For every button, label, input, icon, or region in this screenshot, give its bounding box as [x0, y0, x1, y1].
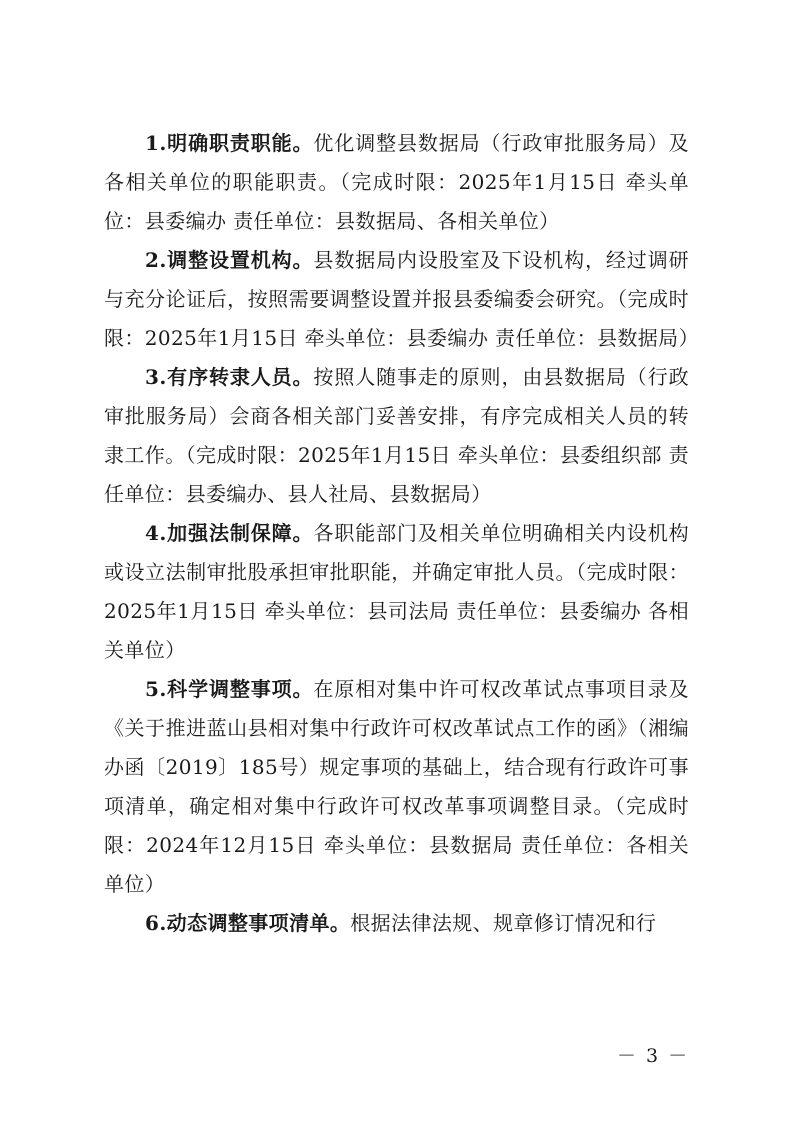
paragraph-text: 根据法律法规、规章修订情况和行	[350, 911, 657, 935]
paragraph-6	[104, 904, 689, 943]
paragraph-text: 各职能部门及相关单位明确相关内设机构或设立法制审批股承担审批职能，并确定审批人员。（完成时限：2025年1月15日 牵头单位：县司法局 责任单位：县委编办 各相关单位）	[104, 521, 689, 662]
page-number: － 3 －	[617, 1045, 690, 1067]
paragraph-text: 在原相对集中许可权改革试点事项目录及《关于推进蓝山县相对集中行政许可权改革试点工作的函》（湘编办函〔2019〕185号）规定事项的基础上，结合现有行政许可事项清单，确定相对集中行政许可权改革事项调整目录。（完成时限：2024年12月15日 牵头单位：县数据局 责任单位：各相关单位）	[104, 677, 689, 896]
document-body	[104, 124, 699, 943]
paragraph-text: 优化调整县数据局（行政审批服务局）及各相关单位的职能职责。（完成时限：2025年1月15日 牵头单位：县委编办 责任单位：县数据局、各相关单位）	[104, 131, 689, 233]
paragraph-heading: 3.有序转隶人员。	[145, 365, 314, 389]
paragraph-text: 按照人随事走的原则，由县数据局（行政审批服务局）会商各相关部门妥善安排，有序完成相关人员的转隶工作。（完成时限：2025年1月15日 牵头单位：县委组织部 责任单位：县委编办、县人社局、县数据局）	[104, 365, 689, 506]
paragraph-3	[104, 358, 689, 514]
paragraph-heading: 4.加强法制保障。	[145, 521, 314, 545]
paragraph-5	[104, 670, 689, 904]
paragraph-4	[104, 514, 689, 670]
paragraph-heading: 1.明确职责职能。	[145, 131, 314, 155]
paragraph-heading: 6.动态调整事项清单。	[145, 911, 351, 935]
paragraph-text: 县数据局内设股室及下设机构，经过调研与充分论证后，按照需要调整设置并报县委编委会研究。（完成时限：2025年1月15日 牵头单位：县委编办 责任单位：县数据局）	[104, 248, 699, 350]
paragraph-heading: 2.调整设置机构。	[145, 248, 314, 272]
paragraph-2	[104, 241, 699, 358]
paragraph-1	[104, 124, 689, 241]
paragraph-heading: 5.科学调整事项。	[145, 677, 314, 701]
